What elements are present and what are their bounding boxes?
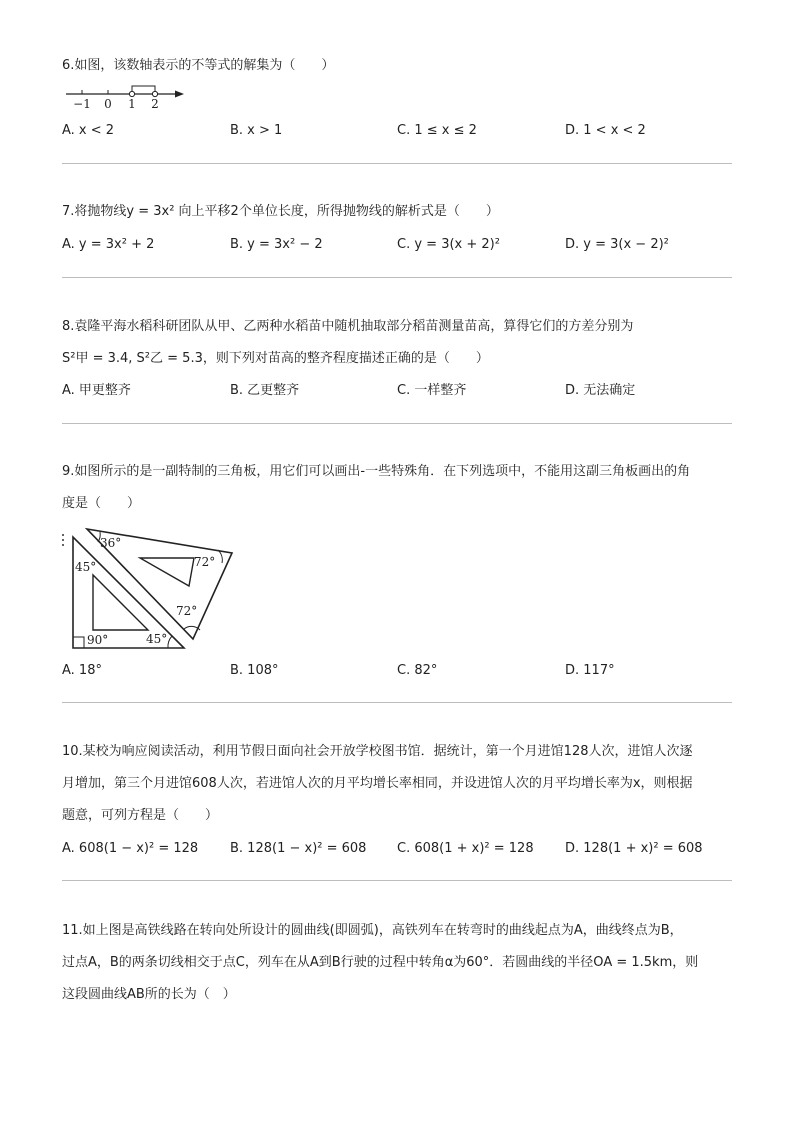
q9-option-a: A. 18° xyxy=(62,663,102,678)
q9-angle-label: 36° xyxy=(100,536,122,550)
q9-angle-label: 45° xyxy=(75,560,97,574)
q6-option-c: C. 1 ≤ x ≤ 2 xyxy=(397,123,477,138)
q6-axis-label: 0 xyxy=(104,97,112,111)
q9-stem-line2: 度是（ ） xyxy=(62,496,141,511)
q11-stem-line1: 11.如上图是高铁线路在转向处所设计的圆曲线(即圆弧)，高铁列车在转弯时的曲线起点为A，曲线终点为B， xyxy=(62,923,683,938)
q9-option-c: C. 82° xyxy=(397,663,438,678)
q8-option-d: D. 无法确定 xyxy=(565,383,636,398)
q8-stem-line2: S²甲 = 3.4, S²乙 = 5.3，则下列对苗高的整齐程度描述正确的是（ ） xyxy=(62,351,489,366)
q6-axis-label: 2 xyxy=(151,97,159,111)
q9-angle-label: 72° xyxy=(176,604,198,618)
q6-number-line xyxy=(62,84,186,112)
q10-stem-line2: 月增加，第三个月进馆608人次，若进馆人次的月平均增长率相同，并设进馆人次的月平均增长率为x，则根据 xyxy=(62,776,693,791)
divider xyxy=(62,423,732,424)
q8-option-b: B. 乙更整齐 xyxy=(230,383,300,398)
q8-option-a: A. 甲更整齐 xyxy=(62,383,131,398)
q9-golden-triangle-inner xyxy=(140,558,194,586)
divider xyxy=(62,277,732,278)
q6-open-dot xyxy=(152,91,157,96)
q9-angle-label: 45° xyxy=(146,632,168,646)
q6-stem: 6.如图，该数轴表示的不等式的解集为（ ） xyxy=(62,58,335,73)
q10-option-b: B. 128(1 − x)² = 608 xyxy=(230,841,367,856)
q6-axis-label: −1 xyxy=(73,97,91,111)
q6-open-dot xyxy=(129,91,134,96)
q10-stem-line3: 题意，可列方程是（ ） xyxy=(62,808,219,823)
q9-angle-label: 72° xyxy=(194,555,216,569)
q9-angle-label: 90° xyxy=(87,633,109,647)
q10-option-a: A. 608(1 − x)² = 128 xyxy=(62,841,199,856)
q7-option-b: B. y = 3x² − 2 xyxy=(230,237,323,252)
q10-option-c: C. 608(1 + x)² = 128 xyxy=(397,841,534,856)
divider xyxy=(62,880,732,881)
divider xyxy=(62,702,732,703)
q7-option-d: D. y = 3(x − 2)² xyxy=(565,237,669,252)
q6-axis-arrow xyxy=(175,91,184,98)
q9-angle-arc xyxy=(168,636,172,648)
q6-option-a: A. x < 2 xyxy=(62,123,115,138)
q7-option-c: C. y = 3(x + 2)² xyxy=(397,237,500,252)
q7-stem: 7.将抛物线y = 3x² 向上平移2个单位长度，所得抛物线的解析式是（ ） xyxy=(62,204,499,219)
q9-triangle-figure xyxy=(60,526,240,650)
q6-axis-label: 1 xyxy=(128,97,136,111)
q6-option-d: D. 1 < x < 2 xyxy=(565,123,646,138)
q8-option-c: C. 一样整齐 xyxy=(397,383,467,398)
q9-stem-line1: 9.如图所示的是一副特制的三角板，用它们可以画出-一些特殊角．在下列选项中，不能用这副三角板画出的角 xyxy=(62,464,691,479)
q6-option-b: B. x > 1 xyxy=(230,123,283,138)
q9-option-d: D. 117° xyxy=(565,663,615,678)
q11-stem-line2: 过点A，B的两条切线相交于点C，列车在从A到B行驶的过程中转角α为60°．若圆曲线的半径OA = 1.5km，则 xyxy=(62,955,699,970)
divider xyxy=(62,163,732,164)
q11-stem-line3: 这段圆曲线AB所的长为（ ） xyxy=(62,987,236,1002)
q7-option-a: A. y = 3x² + 2 xyxy=(62,237,155,252)
q9-right-angle-mark xyxy=(73,637,84,648)
q10-stem-line1: 10.某校为响应阅读活动，利用节假日面向社会开放学校图书馆．据统计，第一个月进馆128人次，进馆人次逐 xyxy=(62,744,693,759)
q9-option-b: B. 108° xyxy=(230,663,279,678)
q9-right-triangle-outer xyxy=(73,537,184,648)
q6-solution-bracket xyxy=(132,86,155,91)
q10-option-d: D. 128(1 + x)² = 608 xyxy=(565,841,703,856)
q8-stem-line1: 8.袁隆平海水稻科研团队从甲、乙两种水稻苗中随机抽取部分稻苗测量苗高，算得它们的方差分别为 xyxy=(62,319,634,334)
